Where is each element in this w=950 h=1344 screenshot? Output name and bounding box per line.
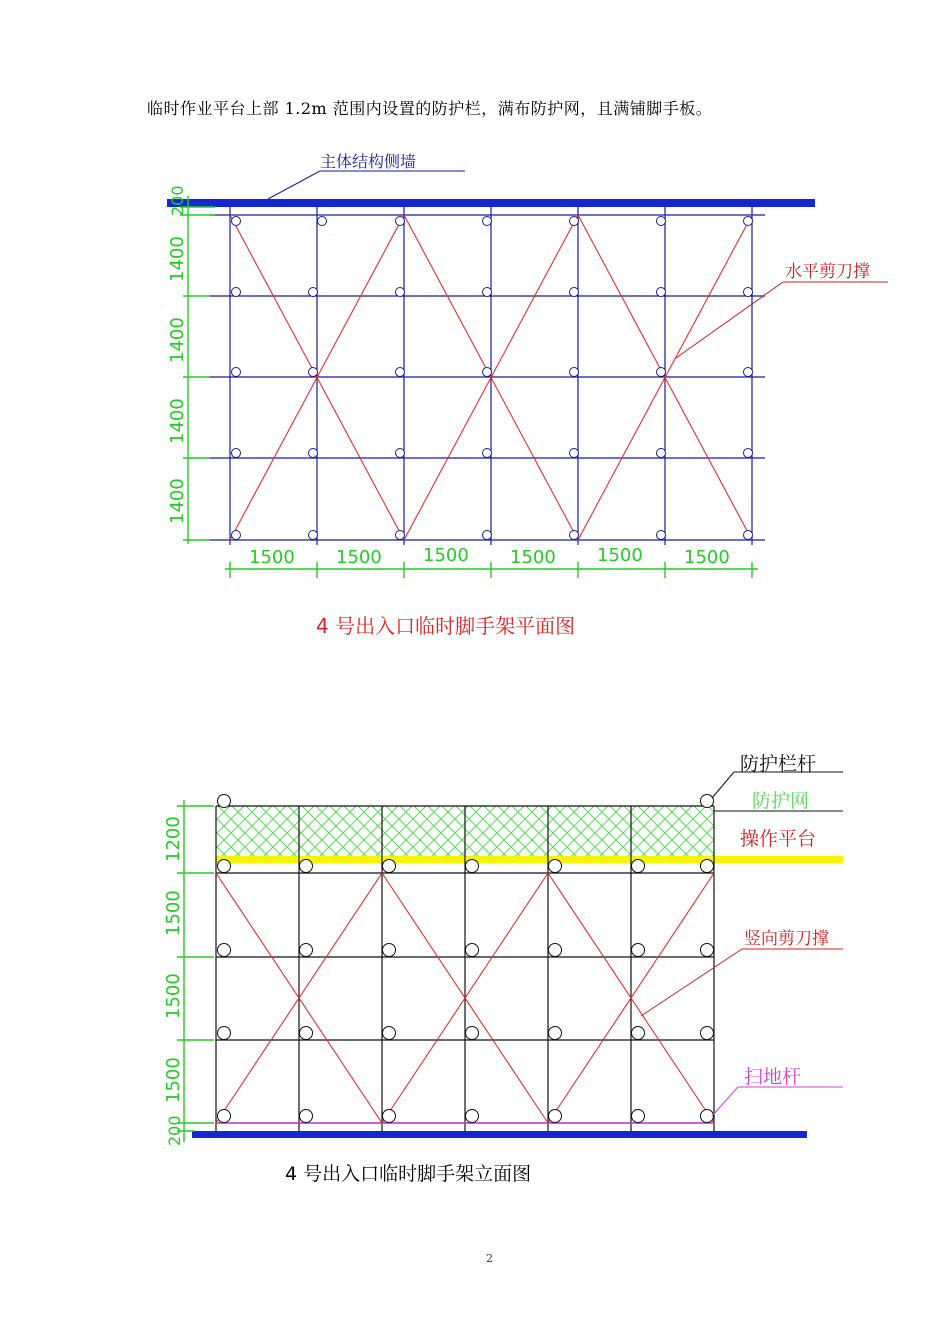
elev-brace-leader	[641, 949, 742, 1016]
elev-vdim-3: 1500	[163, 973, 184, 1019]
plan-brace-label: 水平剪刀撑	[785, 262, 870, 282]
plan-vdim-3: 1400	[167, 398, 188, 444]
plan-poles	[232, 217, 753, 540]
elev-vdim-1: 1200	[163, 816, 184, 862]
net-label: 防护网	[752, 790, 810, 812]
elev-brace-label: 竖向剪刀撑	[744, 929, 829, 949]
intro-paragraph: 临时作业平台上部 1.2m 范围内设置的防护栏，满布防护网，且满铺脚手板。	[147, 99, 713, 118]
plan-caption: 4 号出入口临时脚手架平面图	[316, 614, 576, 638]
guardrail-label: 防护栏杆	[740, 753, 817, 775]
plan-vdim-top: 200	[168, 185, 187, 216]
guardrail-leader	[712, 772, 734, 798]
elev-vdim-4: 1500	[163, 1057, 184, 1103]
elevation-caption: 4 号出入口临时脚手架立面图	[285, 1163, 532, 1185]
wall-leader	[268, 171, 320, 199]
plan-vdim-4: 1400	[167, 478, 188, 524]
plan-vdim-1: 1400	[167, 236, 188, 282]
wall-label: 主体结构侧墙	[320, 152, 417, 171]
platform-label: 操作平台	[740, 828, 817, 850]
plan-hdim-6: 1500	[684, 547, 730, 568]
elev-vdim-2: 1500	[163, 890, 184, 936]
brace-leader	[676, 282, 783, 358]
plan-hdim-2: 1500	[336, 547, 382, 568]
plan-vdim-2: 1400	[167, 317, 188, 363]
ground-beam	[192, 1131, 807, 1138]
sweep-leader	[712, 1087, 738, 1116]
page-number: 2	[486, 1252, 493, 1265]
plan-hdim-5: 1500	[597, 545, 643, 566]
plan-hdim-1: 1500	[249, 547, 295, 568]
elev-vdim-bottom: 200	[165, 1115, 184, 1146]
plan-wall	[167, 199, 815, 207]
plan-hdim-3: 1500	[423, 545, 469, 566]
plan-hdim	[225, 562, 758, 578]
plan-hdim-4: 1500	[510, 547, 556, 568]
sweep-label: 扫地杆	[744, 1066, 802, 1088]
